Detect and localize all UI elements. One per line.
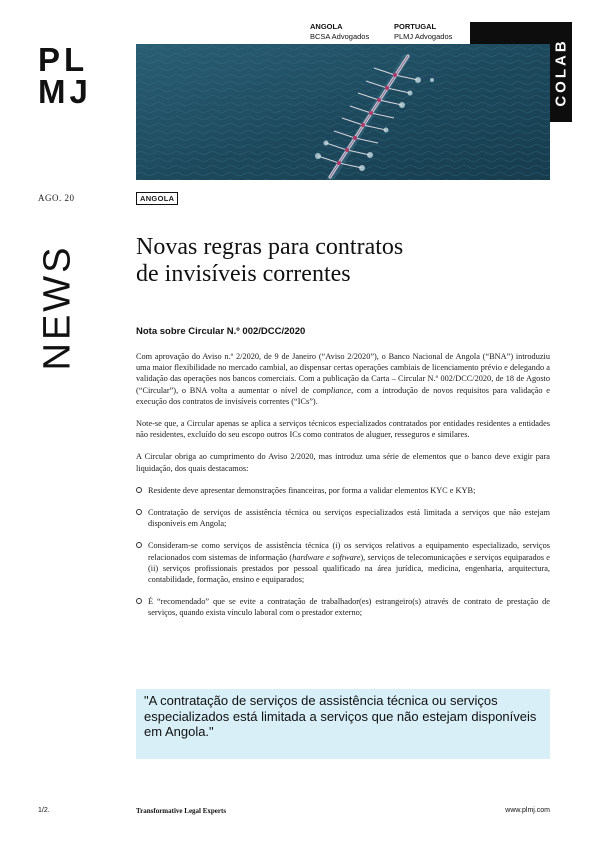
office-country: ANGOLA bbox=[310, 22, 343, 31]
paragraph-2: Note-se que, a Circular apenas se aplica a serviços técnicos especializados contratados por entidades residentes a entidades não residentes, excluído do seu escopo outros ICs como contratos de aluguer, resseguros e similares. bbox=[136, 419, 550, 440]
office-angola bbox=[310, 22, 369, 42]
paragraph-1: Com aprovação do Aviso n.º 2/2020, de 9 de Janeiro (“Aviso 2/2020”), o Banco Nacional de Angola (“BNA”) introduziu uma maior flexibilidade no mercado cambial, ao dispensar certas operações cambiais de licenciamento prévio e delegando a validação das operações nos bancos comerciais. Com a publicação da Carta – Circular N.º 002/DCC/2020, de 18 de Agosto (“Circular”), o BNA volta a aumentar o nível de compliance, com a introdução de novos requisitos para validação e execução dos contratos de invisíveis correntes (“ICs”). bbox=[136, 352, 550, 406]
page-number: 1/2. bbox=[38, 807, 50, 814]
rowing-boat-photo bbox=[136, 44, 550, 180]
list-item: Contratação de serviços de assistência técnica ou serviços especializados está limitada a serviços que não estejam disponíveis em Angola; bbox=[136, 507, 550, 529]
colab-label bbox=[550, 22, 572, 122]
title-line-2: de invisíveis correntes bbox=[136, 261, 351, 287]
issue-date: AGO. 20 bbox=[38, 193, 75, 203]
paragraph-3: A Circular obriga ao cumprimento do Aviso 2/2020, mas introduz uma série de elementos que o banco deve exigir para liquidação, dos quais destacamos: bbox=[136, 452, 550, 473]
office-firm: PLMJ Advogados bbox=[394, 32, 453, 41]
office-firm: BCSA Advogados bbox=[310, 32, 370, 41]
footer-tagline: Transformative Legal Experts bbox=[136, 807, 227, 815]
colab-text: COLAB bbox=[552, 37, 570, 107]
article-subtitle: Nota sobre Circular N.º 002/DCC/2020 bbox=[136, 326, 306, 337]
office-country: PORTUGAL bbox=[394, 22, 437, 31]
office-portugal bbox=[394, 22, 452, 42]
logo-line-1: PL bbox=[38, 41, 89, 78]
footer-website-link[interactable]: www.plmj.com bbox=[505, 807, 550, 814]
hero-image bbox=[136, 44, 550, 180]
title-line-1: Novas regras para contratos bbox=[136, 234, 404, 260]
article-body bbox=[136, 351, 550, 630]
news-vertical-label bbox=[38, 232, 78, 382]
plmj-logo bbox=[38, 41, 100, 110]
list-item: É “recomendado” que se evite a contratação de trabalhador(es) estrangeiro(s) através de contrato de prestação de serviços, quando exista vínculo laboral com o prestador externo; bbox=[136, 596, 550, 618]
list-item: Residente deve apresentar demonstrações financeiras, por forma a validar elementos KYC e KYB; bbox=[136, 485, 550, 496]
news-label: NEWS bbox=[36, 244, 79, 370]
country-tag: ANGOLA bbox=[136, 192, 178, 205]
bullet-list bbox=[136, 485, 550, 619]
pull-quote: "A contratação de serviços de assistência técnica ou serviços especializados está limitada a serviços que não estejam disponíveis em Angola." bbox=[144, 693, 537, 739]
colab-bar bbox=[470, 22, 550, 44]
list-item: Consideram-se como serviços de assistência técnica (i) os serviços relativos a equipamento especializado, serviços relacionados com sistemas de informação (hardware e software), serviços de telecomunicações e serviços equiparados e (ii) serviços profissionais prestados por pessoal qualificado na área jurídica, medicina, engenharia, arquitectura, contabilidade, formação, ensino e equiparados; bbox=[136, 540, 550, 585]
article-title bbox=[136, 234, 536, 288]
logo-line-2: MJ bbox=[38, 73, 92, 110]
